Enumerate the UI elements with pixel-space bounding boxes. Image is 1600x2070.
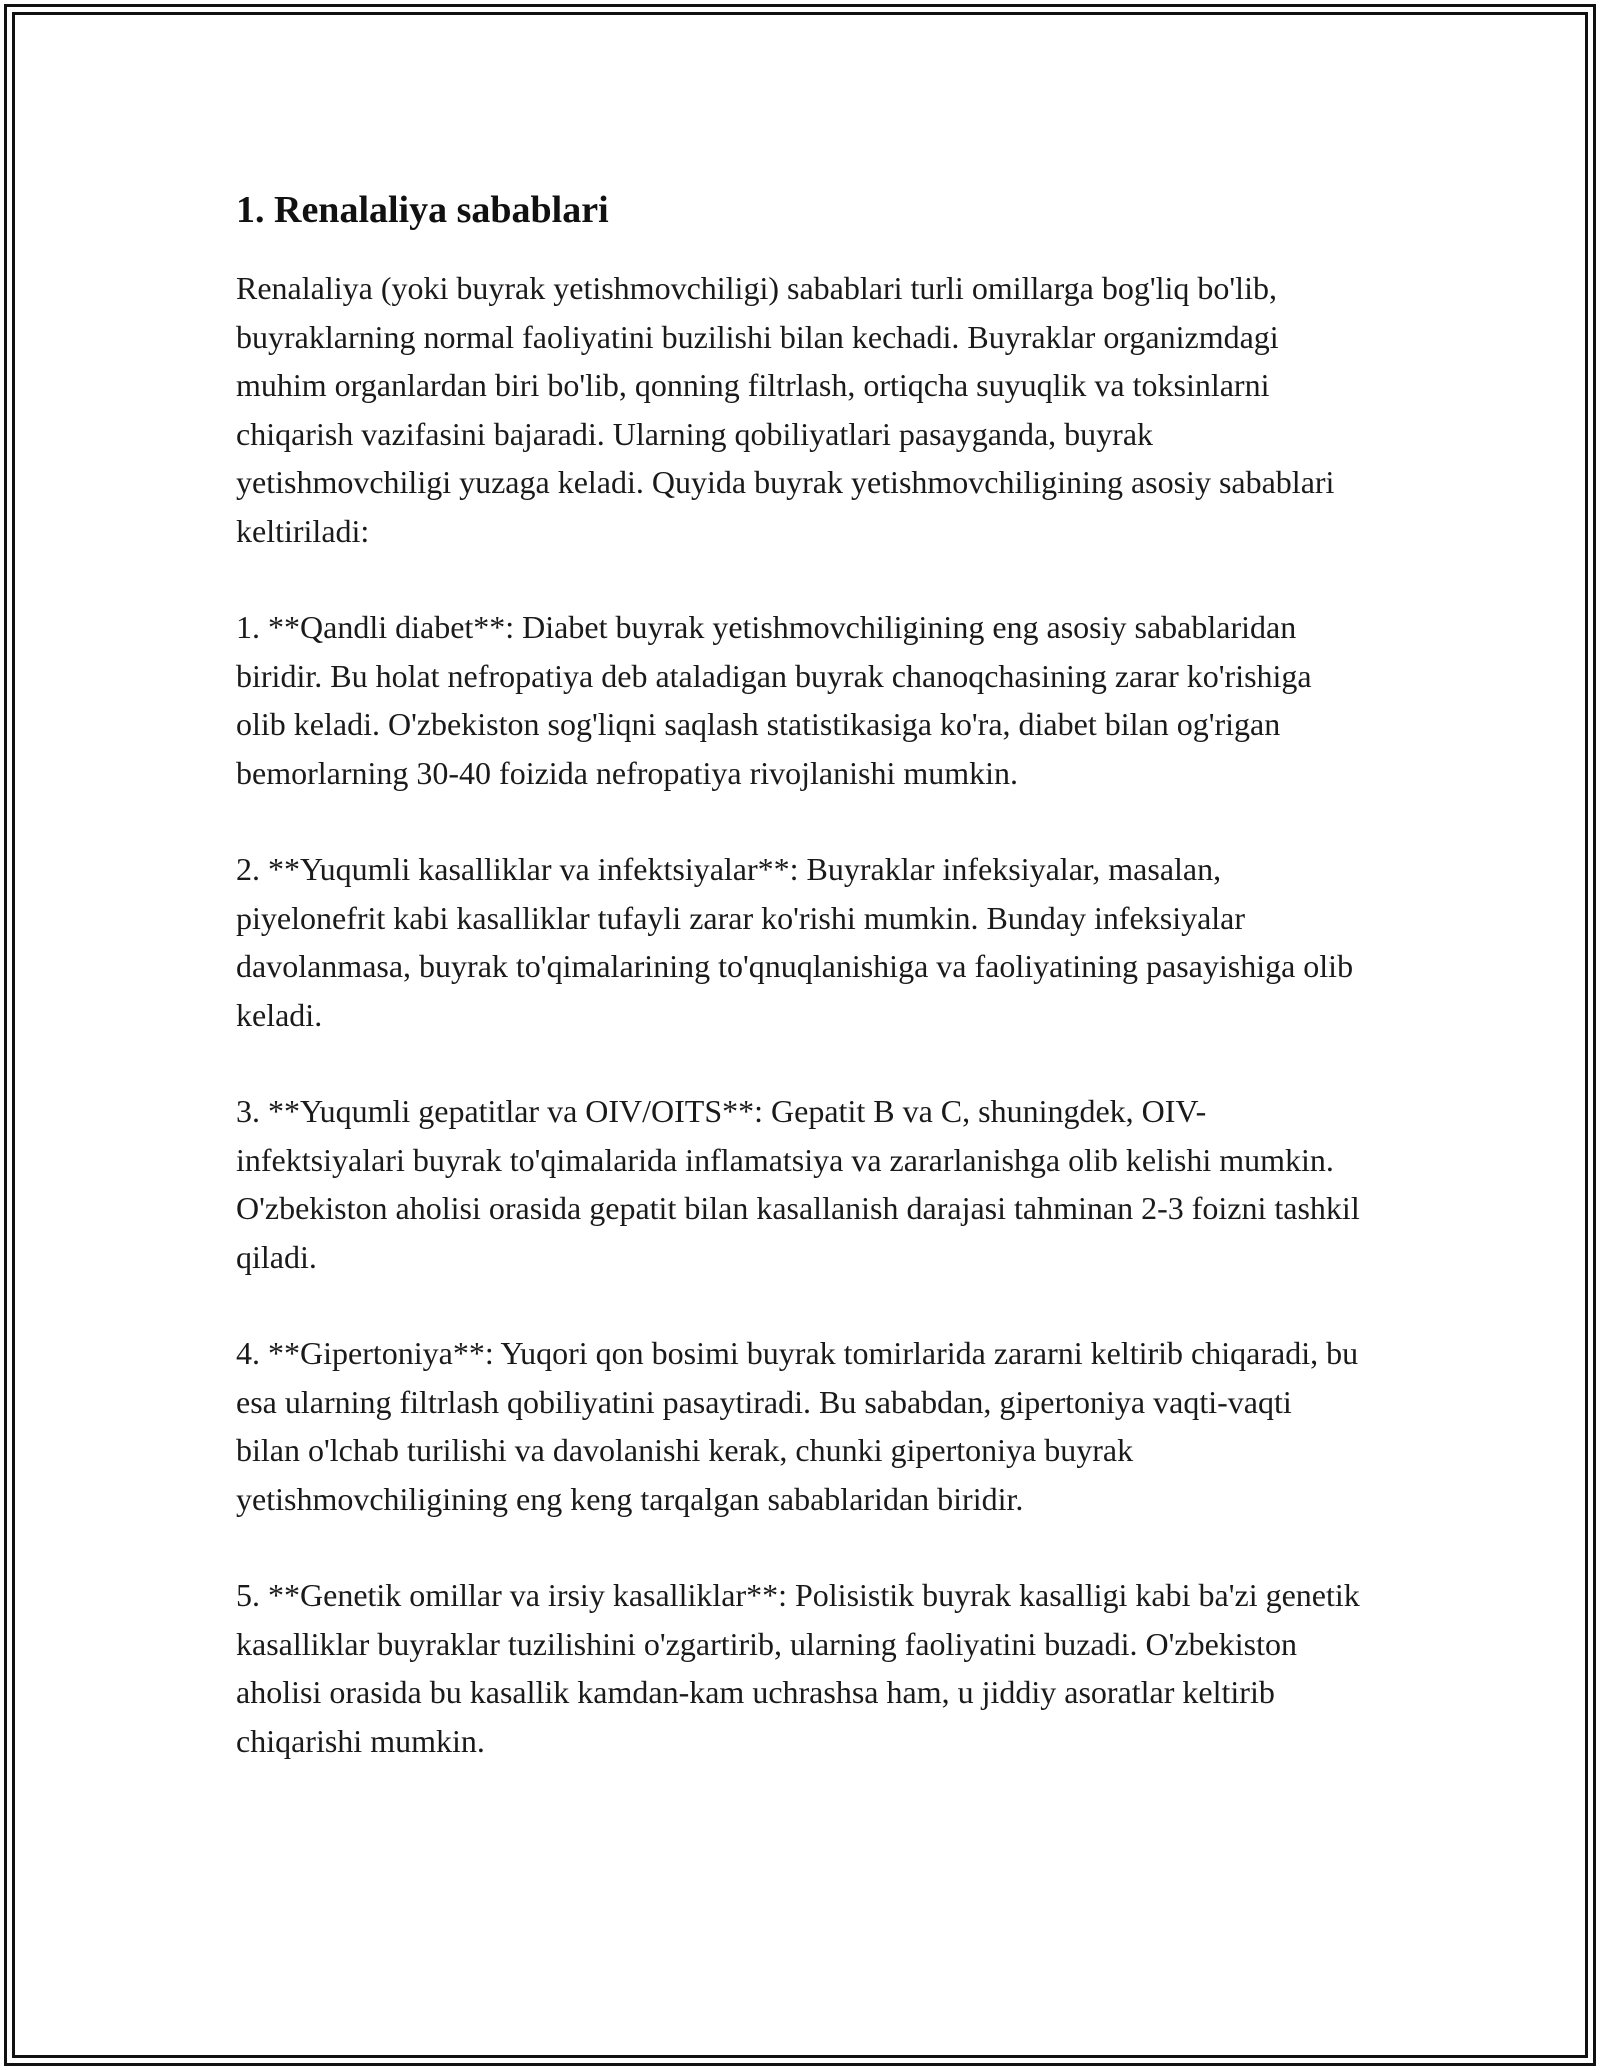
cause-paragraph-hypertension: 4. **Gipertoniya**: Yuqori qon bosimi buyrak tomirlarida zararni keltirib chiqaradi, bu esa ularning filtrlash qobiliyatini pasaytiradi. Bu sababdan, gipertoniya vaqti-vaqti bilan o'lchab turilishi va davolanishi kerak, chunki gipertoniya buyrak yetishmovchiligining eng keng tarqalgan sabablaridan biridir. [236, 1335, 1359, 1517]
cause-paragraph-infections: 2. **Yuqumli kasalliklar va infektsiyalar**: Buyraklar infeksiyalar, masalan, piyelonefrit kabi kasalliklar tufayli zarar ko'rishi mumkin. Bunday infeksiyalar davolanmasa, buyrak to'qimalarining to'qnuqlanishiga va faoliyatining pasayishiga olib keladi. [236, 851, 1354, 1033]
cause-paragraph-hepatitis-hiv: 3. **Yuqumli gepatitlar va OIV/OITS**: Gepatit B va C, shuningdek, OIV-infektsiyalari buyrak to'qimalarida inflamatsiya va zararlanishga olib kelishi mumkin. O'zbekiston aholisi orasida gepatit bilan kasallanish darajasi tahminan 2-3 foizni tashkil qiladi. [236, 1093, 1360, 1275]
document-body [236, 186, 1362, 1813]
page-title: 1. Renalaliya sabablari [236, 189, 609, 231]
intro-paragraph: Renalaliya (yoki buyrak yetishmovchiligi) sabablari turli omillarga bog'liq bo'lib, buyraklarning normal faoliyatini buzilishi bilan kechadi. Buyraklar organizmdagi muhim organlardan biri bo'lib, qonning filtrlash, ortiqcha suyuqlik va toksinlarni chiqarish vazifasini bajaradi. Ularning qobiliyatlari pasayganda, buyrak yetishmovchiligi yuzaga keladi. Quyida buyrak yetishmovchiligining asosiy sabablari keltiriladi: [236, 270, 1335, 549]
cause-paragraph-diabetes: 1. **Qandli diabet**: Diabet buyrak yetishmovchiligining eng asosiy sabablaridan biridir. Bu holat nefropatiya deb ataladigan buyrak chanoqchasining zarar ko'rishiga olib keladi. O'zbekiston sog'liqni saqlash statistikasiga ko'ra, diabet bilan og'rigan bemorlarning 30-40 foizida nefropatiya rivojlanishi mumkin. [236, 609, 1312, 791]
cause-paragraph-genetic: 5. **Genetik omillar va irsiy kasalliklar**: Polisistik buyrak kasalligi kabi ba'zi genetik kasalliklar buyraklar tuzilishini o'zgartirib, ularning faoliyatini buzadi. O'zbekiston aholisi orasida bu kasallik kamdan-kam uchrashsa ham, u jiddiy asoratlar keltirib chiqarishi mumkin. [236, 1577, 1360, 1759]
